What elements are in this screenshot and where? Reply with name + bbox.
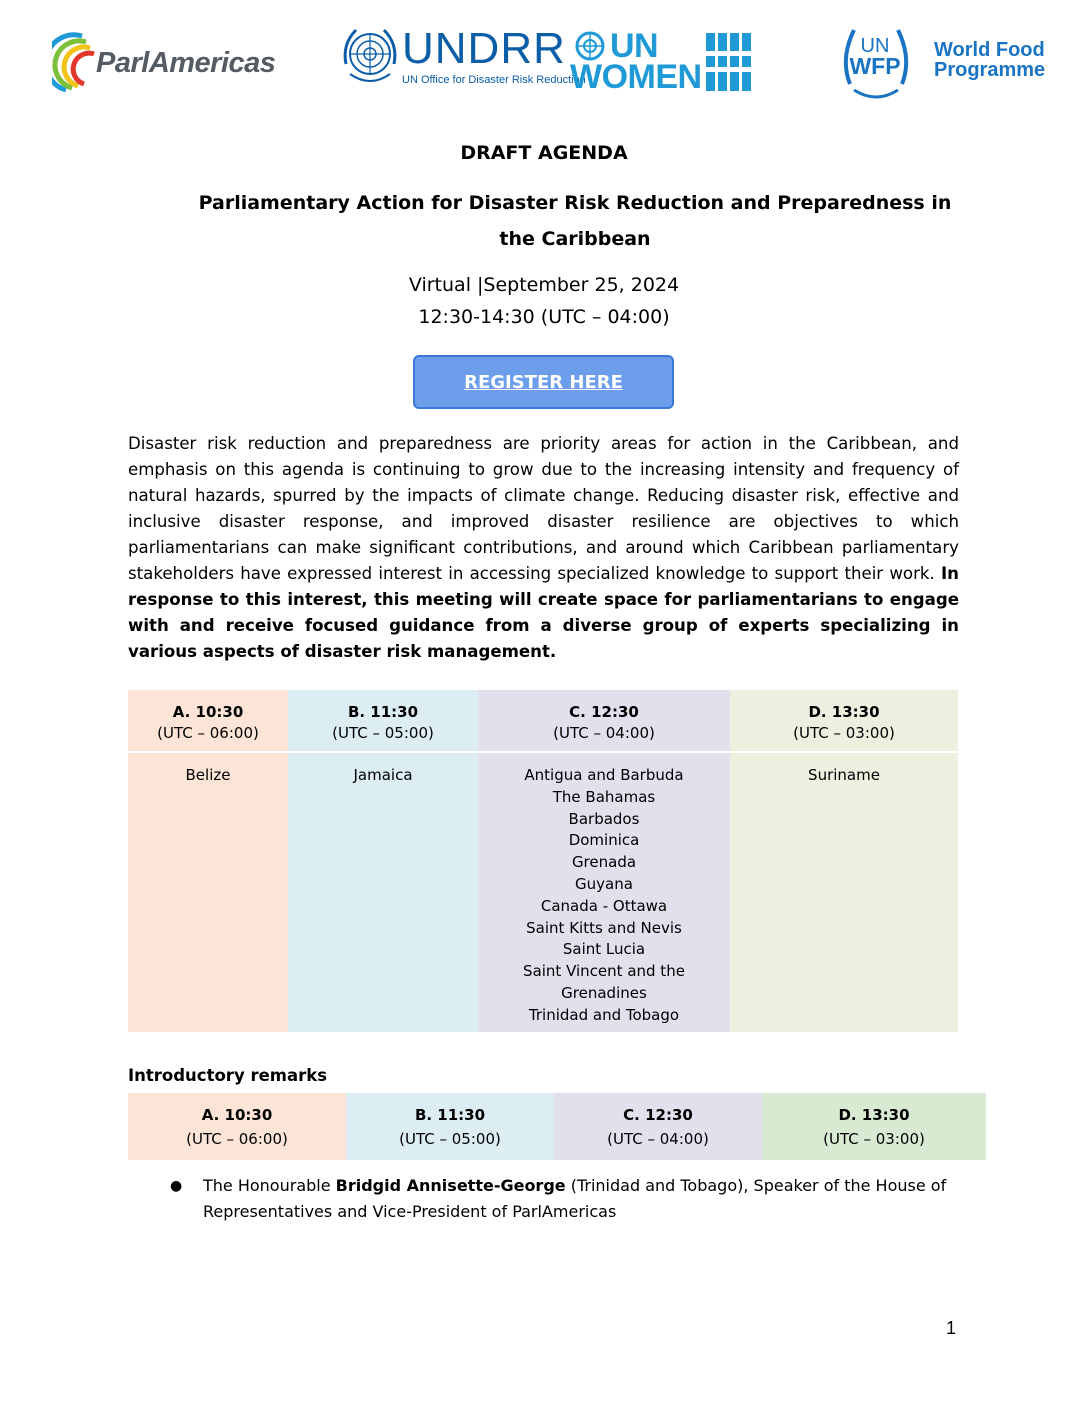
timezone-header-c: [478, 690, 730, 752]
timezone-time: B. 11:30: [414, 1106, 486, 1124]
country: Guyana: [575, 874, 633, 893]
timezone-utc: (UTC – 05:00): [399, 1130, 501, 1148]
unwomen-women-text: WOMEN: [570, 58, 702, 96]
logo-bar: [0, 22, 1088, 112]
intro-bold-text: In response to this interest, this meeting will create space for parliamentarians to engage with and receive focused guidance from a diverse group of experts specializing in various aspects of disaster risk management.: [128, 564, 959, 661]
timezone-header-b: [288, 690, 478, 752]
remarks-header-d: [762, 1093, 986, 1160]
countries-cell-a: [128, 752, 288, 1032]
undrr-subtitle: UN Office for Disaster Risk Reduction: [402, 73, 586, 86]
country: Belize: [185, 766, 231, 784]
country: Trinidad and Tobago: [528, 1005, 680, 1024]
unwomen-logo: [570, 26, 754, 96]
wfp-line1: World Food: [934, 39, 1045, 61]
remarks-header-row: [128, 1093, 986, 1160]
country: Saint Vincent and the: [523, 962, 685, 981]
document-subtitle: Parliamentary Action for Disaster Risk Reduction and Preparedness in the Caribbean: [198, 192, 952, 250]
speaker-list-item: [170, 1173, 960, 1225]
wfp-wordmark: [934, 40, 1045, 80]
wfp-un-text: UN: [860, 35, 890, 57]
register-button[interactable]: REGISTER HERE: [413, 355, 674, 409]
wfp-emblem-text: [840, 35, 910, 79]
intro-text: Disaster risk reduction and preparedness are priority areas for action in the Caribbean, and emphasis on this agenda is continuing to grow due to the increasing intensity and frequency of natural hazards, spurred by the impacts of climate change. Reducing disaster risk, effective and inclusive disaster response, and improved disaster resilience are objectives to which parliamentarians can make significant contributions, and around which Caribbean parliamentary stakeholders have expressed interest in accessing specialized knowledge to support their work.: [128, 434, 959, 583]
timezone-utc: (UTC – 03:00): [793, 724, 895, 742]
parlamericas-wordmark: ParlAmericas: [96, 46, 276, 79]
country: Antigua and Barbuda: [524, 766, 684, 784]
timezone-time: D. 13:30: [838, 1106, 910, 1124]
undrr-logo: [338, 24, 586, 88]
remarks-header-c: [554, 1093, 762, 1160]
remarks-timezone-table: [128, 1093, 986, 1160]
timezone-header-d: [730, 690, 958, 752]
bullet-icon: ●: [170, 1178, 183, 1194]
country: The Bahamas: [552, 787, 656, 806]
page-number: 1: [946, 1318, 957, 1338]
wfp-abbr-text: WFP: [849, 53, 901, 79]
unwomen-un-text: UN: [610, 26, 659, 65]
timezone-countries-row: [128, 752, 958, 1032]
parlamericas-logo: [52, 28, 275, 98]
timezone-utc: (UTC – 06:00): [157, 724, 259, 742]
un-emblem-icon: [338, 24, 402, 88]
timezone-time: A. 10:30: [201, 1106, 273, 1124]
country: Suriname: [808, 766, 880, 784]
timezone-utc: (UTC – 04:00): [553, 724, 655, 742]
timezone-utc: (UTC – 05:00): [332, 724, 434, 742]
introductory-remarks-heading: Introductory remarks: [128, 1066, 328, 1085]
timezone-time: B. 11:30: [347, 703, 419, 721]
timezone-utc: (UTC – 06:00): [186, 1130, 288, 1148]
wfp-logo: [840, 24, 1050, 104]
country: Jamaica: [353, 766, 413, 784]
country: Saint Kitts and Nevis: [526, 918, 682, 937]
intro-paragraph: [128, 431, 959, 665]
event-time: 12:30-14:30 (UTC – 04:00): [418, 306, 670, 328]
event-date: Virtual |September 25, 2024: [408, 274, 680, 296]
timezone-time: D. 13:30: [808, 703, 880, 721]
speaker-role: (Trinidad and Tobago), Speaker of the House of Representatives and Vice-President of ParlAmericas: [203, 1176, 947, 1221]
document-title: DRAFT AGENDA: [460, 142, 628, 164]
timezone-time: A. 10:30: [172, 703, 244, 721]
timezone-header-row: [128, 690, 958, 752]
remarks-header-a: [128, 1093, 346, 1160]
timezone-table: [128, 690, 958, 1032]
speaker-prefix: The Honourable: [203, 1176, 336, 1195]
country: Barbados: [568, 809, 640, 828]
countries-cell-d: [730, 752, 958, 1032]
country: Dominica: [568, 831, 640, 850]
speaker-name: Bridgid Annisette-George: [335, 1176, 566, 1195]
remarks-header-b: [346, 1093, 554, 1160]
timezone-header-a: [128, 690, 288, 752]
countries-cell-b: [288, 752, 478, 1032]
country: Saint Lucia: [562, 940, 646, 959]
country: Grenadines: [561, 983, 647, 1002]
wfp-line2: Programme: [934, 59, 1046, 81]
timezone-utc: (UTC – 03:00): [823, 1130, 925, 1148]
country: Grenada: [571, 853, 637, 872]
timezone-utc: (UTC – 04:00): [607, 1130, 709, 1148]
timezone-time: C. 12:30: [623, 1106, 693, 1124]
unwomen-equality-symbol-icon: [704, 31, 754, 93]
undrr-wordmark: UNDRR: [402, 23, 566, 73]
countries-cell-c: [478, 752, 730, 1032]
timezone-time: C. 12:30: [569, 703, 639, 721]
country: Canada - Ottawa: [540, 896, 668, 915]
